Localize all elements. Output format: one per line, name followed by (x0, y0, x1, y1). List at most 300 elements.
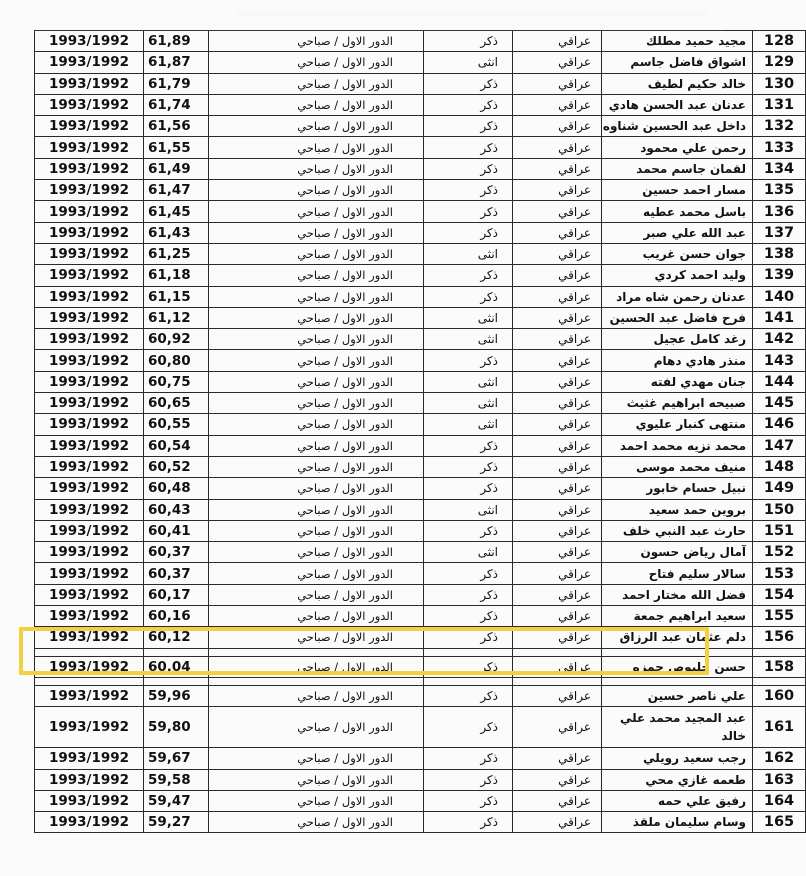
year-cell-partial (35, 677, 144, 685)
table-row (35, 606, 806, 627)
round-cell: الدور الاول / صباحي (209, 137, 424, 158)
year-cell: 1993/1992 (35, 414, 144, 435)
average-cell: 60,12 (144, 627, 209, 648)
name-cell: عدنان عبد الحسن هادي (602, 94, 753, 115)
year-cell: 1993/1992 (35, 748, 144, 769)
name-cell: داخل عبد الحسين شناوه (602, 116, 753, 137)
table-row (35, 307, 806, 328)
round-cell: الدور الاول / صباحي (209, 563, 424, 584)
round-cell: الدور الاول / صباحي (209, 116, 424, 137)
year-cell: 1993/1992 (35, 329, 144, 350)
nationality-cell: عراقي (513, 478, 602, 499)
nationality-cell: عراقي (513, 584, 602, 605)
gender-cell: ذكر (424, 435, 513, 456)
nationality-cell: عراقي (513, 222, 602, 243)
sequence-number-cell: 163 (753, 769, 806, 790)
results-sheet (34, 30, 795, 833)
round-cell: الدور الاول / صباحي (209, 201, 424, 222)
sequence-number-cell: 156 (753, 627, 806, 648)
table-row (35, 499, 806, 520)
nationality-cell: عراقي (513, 286, 602, 307)
round-cell: الدور الاول / صباحي (209, 769, 424, 790)
nationality-cell: عراقي (513, 499, 602, 520)
round-cell: الدور الاول / صباحي (209, 158, 424, 179)
name-cell: علي ناصر حسين (602, 685, 753, 706)
name-cell: وليد احمد كردي (602, 265, 753, 286)
name-cell: فرح فاضل عبد الحسين (602, 307, 753, 328)
gender-cell: انثى (424, 52, 513, 73)
gender-cell: ذكر (424, 286, 513, 307)
sequence-number-cell: 160 (753, 685, 806, 706)
name-cell: منتهى كنبار عليوي (602, 414, 753, 435)
year-cell: 1993/1992 (35, 371, 144, 392)
year-cell: 1993/1992 (35, 201, 144, 222)
results-table-body (35, 31, 806, 833)
sequence-number-cell: 146 (753, 414, 806, 435)
gender-cell: ذكر (424, 656, 513, 677)
round-cell: الدور الاول / صباحي (209, 94, 424, 115)
gender-cell: انثى (424, 393, 513, 414)
name-cell: جنان مهدي لفته (602, 371, 753, 392)
sequence-number-cell: 136 (753, 201, 806, 222)
table-row (35, 812, 806, 833)
table-row (35, 329, 806, 350)
nationality-cell-partial (513, 648, 602, 656)
year-cell: 1993/1992 (35, 685, 144, 706)
sequence-number-cell: 164 (753, 790, 806, 811)
round-cell: الدور الاول / صباحي (209, 329, 424, 350)
year-cell: 1993/1992 (35, 606, 144, 627)
round-cell: الدور الاول / صباحي (209, 499, 424, 520)
round-cell: الدور الاول / صباحي (209, 542, 424, 563)
gender-cell: ذكر (424, 73, 513, 94)
name-cell: جوان حسن غريب (602, 243, 753, 264)
sequence-number-cell: 147 (753, 435, 806, 456)
average-cell: 59,96 (144, 685, 209, 706)
average-cell: 60,52 (144, 456, 209, 477)
gender-cell: ذكر (424, 812, 513, 833)
sequence-number-cell: 142 (753, 329, 806, 350)
average-cell: 60,04 (144, 656, 209, 677)
gender-cell: انثى (424, 329, 513, 350)
year-cell: 1993/1992 (35, 769, 144, 790)
average-cell: 60,37 (144, 563, 209, 584)
table-row (35, 656, 806, 677)
nationality-cell: عراقي (513, 243, 602, 264)
table-row (35, 563, 806, 584)
gender-cell: انثى (424, 371, 513, 392)
nationality-cell: عراقي (513, 393, 602, 414)
name-cell: لقمان جاسم محمد (602, 158, 753, 179)
gender-cell: ذكر (424, 606, 513, 627)
sequence-number-cell-partial (753, 648, 806, 656)
gender-cell: ذكر (424, 201, 513, 222)
average-cell: 59,67 (144, 748, 209, 769)
round-cell: الدور الاول / صباحي (209, 307, 424, 328)
year-cell: 1993/1992 (35, 707, 144, 748)
name-cell: منيف محمد موسى (602, 456, 753, 477)
round-cell: الدور الاول / صباحي (209, 606, 424, 627)
gender-cell: ذكر (424, 158, 513, 179)
name-cell: صبيحه ابراهيم غثيث (602, 393, 753, 414)
gender-cell: ذكر (424, 265, 513, 286)
round-cell: الدور الاول / صباحي (209, 52, 424, 73)
nationality-cell: عراقي (513, 627, 602, 648)
nationality-cell-partial (513, 677, 602, 685)
sequence-number-cell: 149 (753, 478, 806, 499)
average-cell: 60,80 (144, 350, 209, 371)
average-cell: 59,47 (144, 790, 209, 811)
sequence-number-cell: 133 (753, 137, 806, 158)
name-cell: رجب سعيد رويلي (602, 748, 753, 769)
round-cell: الدور الاول / صباحي (209, 350, 424, 371)
year-cell: 1993/1992 (35, 180, 144, 201)
table-row (35, 393, 806, 414)
sequence-number-cell: 165 (753, 812, 806, 833)
gender-cell: ذكر (424, 707, 513, 748)
table-row (35, 286, 806, 307)
nationality-cell: عراقي (513, 542, 602, 563)
gender-cell: انثى (424, 542, 513, 563)
table-row (35, 414, 806, 435)
table-row (35, 94, 806, 115)
sequence-number-cell: 135 (753, 180, 806, 201)
sequence-number-cell: 162 (753, 748, 806, 769)
average-cell: 61,55 (144, 137, 209, 158)
year-cell: 1993/1992 (35, 812, 144, 833)
table-row (35, 478, 806, 499)
nationality-cell: عراقي (513, 350, 602, 371)
sequence-number-cell: 161 (753, 707, 806, 748)
nationality-cell: عراقي (513, 180, 602, 201)
round-cell: الدور الاول / صباحي (209, 656, 424, 677)
name-cell: عبد المجيد محمد علي خالد (602, 707, 753, 748)
year-cell-partial (35, 648, 144, 656)
name-cell: وسام سليمان ملقذ (602, 812, 753, 833)
average-cell-partial (144, 677, 209, 685)
gender-cell: ذكر (424, 94, 513, 115)
round-cell: الدور الاول / صباحي (209, 393, 424, 414)
sequence-number-cell: 144 (753, 371, 806, 392)
sequence-number-cell: 148 (753, 456, 806, 477)
round-cell: الدور الاول / صباحي (209, 222, 424, 243)
year-cell: 1993/1992 (35, 52, 144, 73)
round-cell: الدور الاول / صباحي (209, 73, 424, 94)
name-cell: نبيل حسام خابور (602, 478, 753, 499)
gender-cell: ذكر (424, 584, 513, 605)
gender-cell: انثى (424, 414, 513, 435)
name-cell: مجيد حميد مطلك (602, 31, 753, 52)
year-cell: 1993/1992 (35, 790, 144, 811)
gender-cell: ذكر (424, 31, 513, 52)
gender-cell: ذكر (424, 563, 513, 584)
average-cell: 60,92 (144, 329, 209, 350)
gender-cell: ذكر (424, 350, 513, 371)
average-cell: 60,48 (144, 478, 209, 499)
year-cell: 1993/1992 (35, 158, 144, 179)
table-row (35, 371, 806, 392)
name-cell: حسن حليوص حمزه (602, 656, 753, 677)
name-cell: منذر هادي دهام (602, 350, 753, 371)
sequence-number-cell: 140 (753, 286, 806, 307)
average-cell: 60,41 (144, 520, 209, 541)
table-row (35, 627, 806, 648)
gender-cell-partial (424, 648, 513, 656)
gender-cell: ذكر (424, 769, 513, 790)
nationality-cell: عراقي (513, 201, 602, 222)
name-cell: عبد الله علي صبر (602, 222, 753, 243)
sequence-number-cell: 154 (753, 584, 806, 605)
average-cell: 60,55 (144, 414, 209, 435)
average-cell: 60,37 (144, 542, 209, 563)
round-cell: الدور الاول / صباحي (209, 584, 424, 605)
table-row (35, 265, 806, 286)
gender-cell: ذكر (424, 520, 513, 541)
gender-cell: ذكر (424, 790, 513, 811)
nationality-cell: عراقي (513, 456, 602, 477)
year-cell: 1993/1992 (35, 435, 144, 456)
average-cell: 60,17 (144, 584, 209, 605)
table-row (35, 685, 806, 706)
sequence-number-cell: 145 (753, 393, 806, 414)
round-cell: الدور الاول / صباحي (209, 685, 424, 706)
name-cell: فضل الله مختار احمد (602, 584, 753, 605)
table-row (35, 222, 806, 243)
average-cell: 61,47 (144, 180, 209, 201)
year-cell: 1993/1992 (35, 456, 144, 477)
year-cell: 1993/1992 (35, 563, 144, 584)
round-cell-partial (209, 677, 424, 685)
table-row (35, 435, 806, 456)
nationality-cell: عراقي (513, 707, 602, 748)
average-cell: 61,43 (144, 222, 209, 243)
table-row (35, 116, 806, 137)
year-cell: 1993/1992 (35, 243, 144, 264)
nationality-cell: عراقي (513, 563, 602, 584)
sequence-number-cell: 151 (753, 520, 806, 541)
year-cell: 1993/1992 (35, 307, 144, 328)
nationality-cell: عراقي (513, 812, 602, 833)
gender-cell: ذكر (424, 685, 513, 706)
sequence-number-cell: 131 (753, 94, 806, 115)
name-cell: آمال رياض حسون (602, 542, 753, 563)
table-row (35, 584, 806, 605)
average-cell: 60,54 (144, 435, 209, 456)
gender-cell: ذكر (424, 478, 513, 499)
nationality-cell: عراقي (513, 265, 602, 286)
sequence-number-cell: 139 (753, 265, 806, 286)
gender-cell-partial (424, 677, 513, 685)
round-cell: الدور الاول / صباحي (209, 707, 424, 748)
nationality-cell: عراقي (513, 520, 602, 541)
sequence-number-cell: 128 (753, 31, 806, 52)
table-row (35, 456, 806, 477)
name-cell: بروين حمد سعيد (602, 499, 753, 520)
year-cell: 1993/1992 (35, 627, 144, 648)
year-cell: 1993/1992 (35, 265, 144, 286)
table-row (35, 520, 806, 541)
sequence-number-cell: 141 (753, 307, 806, 328)
sequence-number-cell: 155 (753, 606, 806, 627)
average-cell: 59,58 (144, 769, 209, 790)
nationality-cell: عراقي (513, 790, 602, 811)
round-cell: الدور الاول / صباحي (209, 520, 424, 541)
sequence-number-cell: 132 (753, 116, 806, 137)
year-cell: 1993/1992 (35, 31, 144, 52)
gender-cell: انثى (424, 243, 513, 264)
round-cell-partial (209, 648, 424, 656)
nationality-cell: عراقي (513, 31, 602, 52)
partial-row (35, 677, 806, 685)
sequence-number-cell: 150 (753, 499, 806, 520)
sequence-number-cell: 134 (753, 158, 806, 179)
browser-top-bar (236, 0, 708, 15)
year-cell: 1993/1992 (35, 116, 144, 137)
gender-cell: انثى (424, 307, 513, 328)
nationality-cell: عراقي (513, 435, 602, 456)
name-cell: رفيق علي حمه (602, 790, 753, 811)
name-cell: مسار احمد حسين (602, 180, 753, 201)
average-cell: 61,18 (144, 265, 209, 286)
sequence-number-cell: 153 (753, 563, 806, 584)
nationality-cell: عراقي (513, 52, 602, 73)
year-cell: 1993/1992 (35, 73, 144, 94)
table-row (35, 542, 806, 563)
gender-cell: ذكر (424, 180, 513, 201)
name-cell: خالد حكيم لطيف (602, 73, 753, 94)
round-cell: الدور الاول / صباحي (209, 478, 424, 499)
year-cell: 1993/1992 (35, 542, 144, 563)
table-row (35, 158, 806, 179)
nationality-cell: عراقي (513, 606, 602, 627)
round-cell: الدور الاول / صباحي (209, 812, 424, 833)
name-cell: باسل محمد عطيه (602, 201, 753, 222)
table-row (35, 790, 806, 811)
sequence-number-cell: 143 (753, 350, 806, 371)
table-row (35, 31, 806, 52)
nationality-cell: عراقي (513, 685, 602, 706)
name-cell: محمد نزيه محمد احمد (602, 435, 753, 456)
average-cell: 59,27 (144, 812, 209, 833)
average-cell: 61,15 (144, 286, 209, 307)
table-row (35, 137, 806, 158)
average-cell: 59,80 (144, 707, 209, 748)
table-row (35, 350, 806, 371)
average-cell: 60,16 (144, 606, 209, 627)
sequence-number-cell: 137 (753, 222, 806, 243)
gender-cell: ذكر (424, 222, 513, 243)
results-table (34, 30, 806, 833)
average-cell: 61,79 (144, 73, 209, 94)
sequence-number-cell: 158 (753, 656, 806, 677)
name-cell: عدنان رحمن شاه مراد (602, 286, 753, 307)
average-cell: 61,56 (144, 116, 209, 137)
year-cell: 1993/1992 (35, 350, 144, 371)
nationality-cell: عراقي (513, 73, 602, 94)
nationality-cell: عراقي (513, 329, 602, 350)
year-cell: 1993/1992 (35, 94, 144, 115)
nationality-cell: عراقي (513, 656, 602, 677)
average-cell-partial (144, 648, 209, 656)
round-cell: الدور الاول / صباحي (209, 627, 424, 648)
name-cell: اشواق فاضل جاسم (602, 52, 753, 73)
average-cell: 60,65 (144, 393, 209, 414)
year-cell: 1993/1992 (35, 656, 144, 677)
round-cell: الدور الاول / صباحي (209, 748, 424, 769)
year-cell: 1993/1992 (35, 478, 144, 499)
year-cell: 1993/1992 (35, 499, 144, 520)
average-cell: 61,12 (144, 307, 209, 328)
average-cell: 61,45 (144, 201, 209, 222)
gender-cell: ذكر (424, 137, 513, 158)
round-cell: الدور الاول / صباحي (209, 31, 424, 52)
round-cell: الدور الاول / صباحي (209, 371, 424, 392)
year-cell: 1993/1992 (35, 137, 144, 158)
average-cell: 61,25 (144, 243, 209, 264)
gender-cell: ذكر (424, 627, 513, 648)
table-row (35, 707, 806, 748)
sequence-number-cell: 129 (753, 52, 806, 73)
year-cell: 1993/1992 (35, 520, 144, 541)
name-cell: دلم عثمان عبد الرزاق (602, 627, 753, 648)
nationality-cell: عراقي (513, 94, 602, 115)
round-cell: الدور الاول / صباحي (209, 286, 424, 307)
nationality-cell: عراقي (513, 137, 602, 158)
round-cell: الدور الاول / صباحي (209, 180, 424, 201)
nationality-cell: عراقي (513, 769, 602, 790)
name-cell: سعيد ابراهيم جمعة (602, 606, 753, 627)
name-cell: طعمه غازي محي (602, 769, 753, 790)
sequence-number-cell: 130 (753, 73, 806, 94)
gender-cell: انثى (424, 499, 513, 520)
nationality-cell: عراقي (513, 748, 602, 769)
average-cell: 61,89 (144, 31, 209, 52)
table-row (35, 73, 806, 94)
average-cell: 61,49 (144, 158, 209, 179)
nationality-cell: عراقي (513, 414, 602, 435)
nationality-cell: عراقي (513, 116, 602, 137)
name-cell: حارث عبد النبي خلف (602, 520, 753, 541)
round-cell: الدور الاول / صباحي (209, 435, 424, 456)
nationality-cell: عراقي (513, 307, 602, 328)
name-cell: رغد كامل عجيل (602, 329, 753, 350)
table-row (35, 748, 806, 769)
year-cell: 1993/1992 (35, 584, 144, 605)
table-row (35, 769, 806, 790)
sequence-number-cell-partial (753, 677, 806, 685)
name-cell: سالار سليم فتاح (602, 563, 753, 584)
round-cell: الدور الاول / صباحي (209, 790, 424, 811)
table-row (35, 180, 806, 201)
year-cell: 1993/1992 (35, 222, 144, 243)
name-cell-partial (602, 648, 753, 656)
name-cell: رحمن علي محمود (602, 137, 753, 158)
table-row (35, 243, 806, 264)
table-row (35, 201, 806, 222)
gender-cell: ذكر (424, 116, 513, 137)
average-cell: 60,75 (144, 371, 209, 392)
gender-cell: ذكر (424, 748, 513, 769)
year-cell: 1993/1992 (35, 393, 144, 414)
round-cell: الدور الاول / صباحي (209, 265, 424, 286)
round-cell: الدور الاول / صباحي (209, 243, 424, 264)
partial-row (35, 648, 806, 656)
gender-cell: ذكر (424, 456, 513, 477)
nationality-cell: عراقي (513, 371, 602, 392)
average-cell: 60,43 (144, 499, 209, 520)
round-cell: الدور الاول / صباحي (209, 414, 424, 435)
sequence-number-cell: 152 (753, 542, 806, 563)
